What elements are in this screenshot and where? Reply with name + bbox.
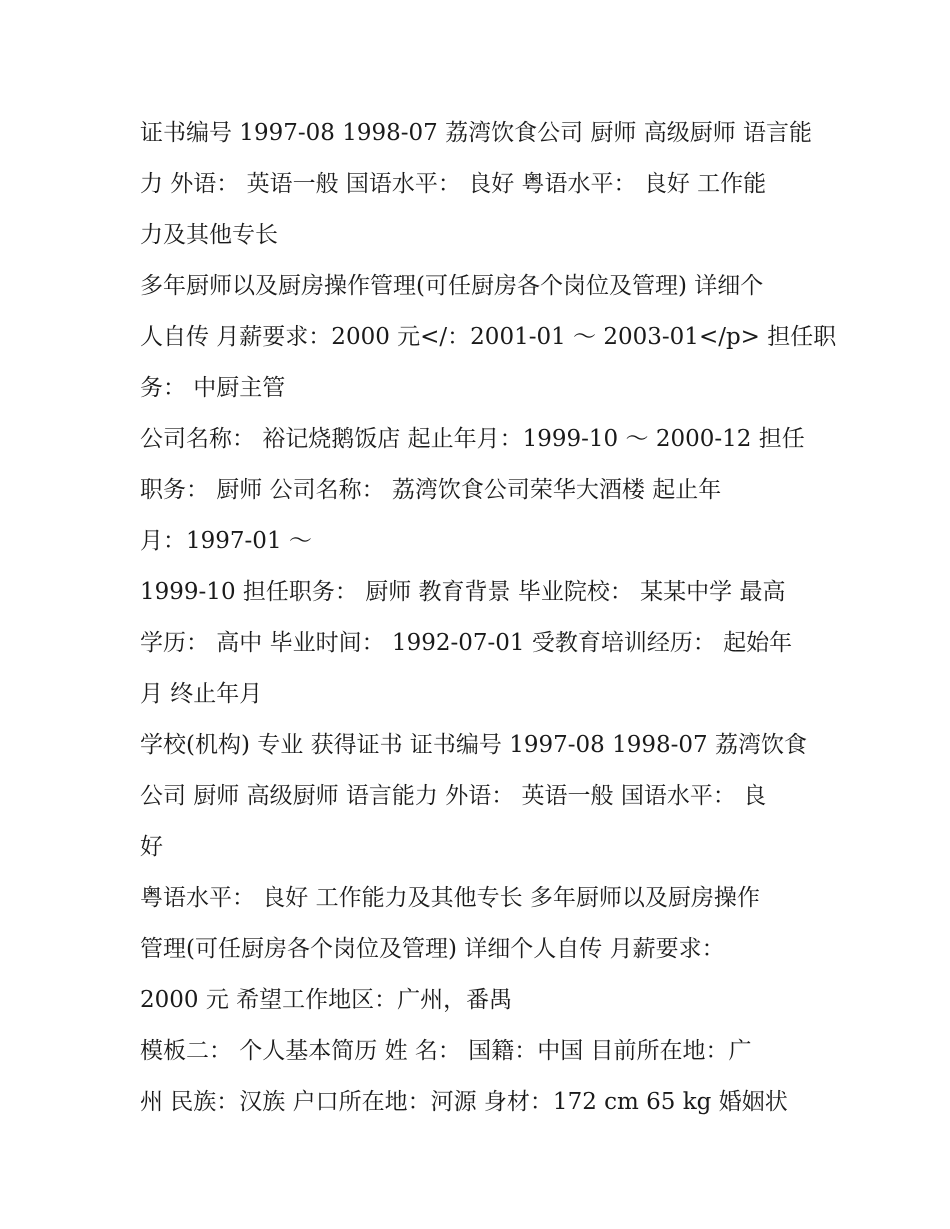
text-line-14: 公司 厨师 高级厨师 语言能力 外语： 英语一般 国语水平： 良 xyxy=(140,783,767,809)
text-line-16: 粤语水平： 良好 工作能力及其他专长 多年厨师以及厨房操作 xyxy=(140,885,760,911)
text-line-19: 模板二： 个人基本简历 姓 名： 国籍：中国 目前所在地：广 xyxy=(140,1038,752,1064)
text-line-13: 学校(机构) 专业 获得证书 证书编号 1997-08 1998-07 荔湾饮食 xyxy=(140,732,807,758)
text-line-3: 力及其他专长 xyxy=(140,222,278,248)
text-line-1: 证书编号 1997-08 1998-07 荔湾饮食公司 厨师 高级厨师 语言能 xyxy=(140,120,813,146)
text-line-11: 学历： 高中 毕业时间： 1992-07-01 受教育培训经历： 起始年 xyxy=(140,630,793,656)
text-line-10: 1999-10 担任职务： 厨师 教育背景 毕业院校： 某某中学 最高 xyxy=(140,579,786,605)
text-line-15: 好 xyxy=(140,834,163,860)
text-line-18: 2000 元 希望工作地区：广州，番禺 xyxy=(140,987,513,1013)
text-line-8: 职务： 厨师 公司名称： 荔湾饮食公司荣华大酒楼 起止年 xyxy=(140,477,722,503)
text-line-9: 月：1997-01 ～ xyxy=(140,528,312,554)
text-line-2: 力 外语： 英语一般 国语水平： 良好 粤语水平： 良好 工作能 xyxy=(140,171,767,197)
text-line-7: 公司名称： 裕记烧鹅饭店 起止年月：1999-10 ～ 2000-12 担任 xyxy=(140,426,805,452)
text-line-5: 人自传 月薪要求：2000 元</：2001-01 ～ 2003-01</p> 担任职 xyxy=(140,324,837,350)
text-line-12: 月 终止年月 xyxy=(140,681,263,707)
text-line-6: 务： 中厨主管 xyxy=(140,375,286,401)
document-body xyxy=(140,108,837,1128)
text-line-17: 管理(可任厨房各个岗位及管理) 详细个人自传 月薪要求： xyxy=(140,936,725,962)
text-line-4: 多年厨师以及厨房操作管理(可任厨房各个岗位及管理) 详细个 xyxy=(140,273,764,299)
text-line-20: 州 民族：汉族 户口所在地：河源 身材：172 cm 65 kg 婚姻状 xyxy=(140,1089,788,1115)
